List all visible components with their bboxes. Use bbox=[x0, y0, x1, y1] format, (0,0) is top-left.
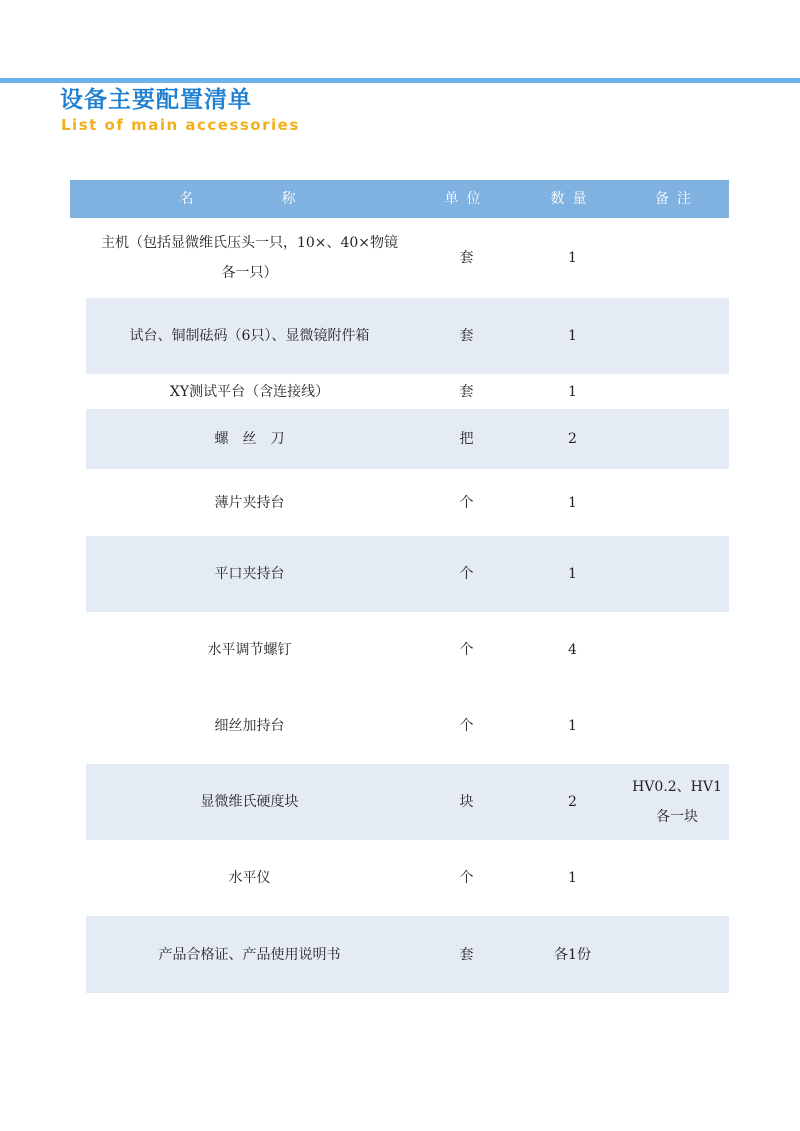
cell-unit: 个 bbox=[459, 718, 474, 734]
cell-name: XY测试平台（含连接线） bbox=[169, 383, 330, 400]
cell-unit: 个 bbox=[459, 870, 474, 886]
cell-note bbox=[625, 916, 729, 993]
cell-name: 试台、铜制砝码（6只）、显微镜附件箱 bbox=[129, 328, 370, 344]
table-row bbox=[86, 298, 729, 374]
cell-qty: 1 bbox=[568, 870, 577, 886]
table-row bbox=[86, 916, 729, 993]
cell-qty: 1 bbox=[568, 383, 577, 400]
cell-unit: 套 bbox=[459, 250, 474, 266]
table-header bbox=[70, 180, 729, 218]
cell-name: 水平仪 bbox=[228, 870, 271, 886]
cell-unit: 个 bbox=[459, 566, 474, 582]
cell-unit: 个 bbox=[459, 494, 474, 511]
column-header-name-b: 称 bbox=[281, 191, 304, 207]
cell-qty: 2 bbox=[568, 794, 577, 810]
cell-name: 细丝加持台 bbox=[214, 718, 285, 734]
cell-qty: 1 bbox=[568, 566, 577, 582]
cell-name: 平口夹持台 bbox=[214, 566, 285, 582]
cell-qty: 1 bbox=[568, 494, 577, 511]
cell-unit: 把 bbox=[459, 431, 474, 447]
cell-qty: 4 bbox=[568, 642, 577, 658]
column-header-name-a: 名 bbox=[179, 191, 202, 207]
cell-name: 螺 丝 刀 bbox=[214, 431, 285, 447]
cell-note bbox=[625, 298, 729, 374]
cell-qty: 1 bbox=[568, 718, 577, 734]
column-header-qty: 数量 bbox=[550, 191, 595, 207]
accessories-table bbox=[70, 180, 729, 993]
cell-qty: 1 bbox=[568, 328, 577, 344]
table-row bbox=[86, 409, 729, 469]
cell-qty: 1 bbox=[568, 250, 577, 266]
cell-name: 产品合格证、产品使用说明书 bbox=[158, 946, 341, 963]
cell-note bbox=[625, 536, 729, 612]
table-row bbox=[86, 612, 729, 688]
page-title: 设备主要配置清单 bbox=[60, 87, 252, 113]
cell-name: 显微维氏硬度块 bbox=[200, 794, 299, 810]
cell-note bbox=[625, 409, 729, 469]
column-header-note: 备注 bbox=[655, 191, 699, 207]
cell-name: 主机（包括显微维氏压头一只，10×、40×物镜各一只） bbox=[100, 235, 399, 281]
column-header-unit: 单位 bbox=[444, 191, 489, 207]
cell-note bbox=[625, 612, 729, 688]
table-row bbox=[86, 469, 729, 536]
cell-note bbox=[625, 469, 729, 536]
table-row bbox=[86, 218, 729, 298]
table-row bbox=[86, 688, 729, 764]
table-row bbox=[86, 840, 729, 916]
table-row bbox=[86, 374, 729, 409]
cell-unit: 套 bbox=[459, 946, 474, 963]
table-row bbox=[86, 536, 729, 612]
cell-note bbox=[625, 840, 729, 916]
cell-qty: 各1份 bbox=[554, 946, 591, 963]
cell-unit: 套 bbox=[459, 328, 474, 344]
column-header-name bbox=[70, 180, 413, 218]
cell-name: 薄片夹持台 bbox=[214, 494, 285, 511]
cell-qty: 2 bbox=[568, 431, 577, 447]
cell-note bbox=[625, 218, 729, 298]
page-subtitle: List of main accessories bbox=[61, 116, 300, 134]
cell-unit: 个 bbox=[459, 642, 474, 658]
cell-note bbox=[625, 688, 729, 764]
cell-unit: 块 bbox=[459, 794, 474, 810]
cell-unit: 套 bbox=[459, 383, 474, 400]
table-row bbox=[86, 764, 729, 840]
cell-note: HV0.2、HV1各一块 bbox=[632, 779, 722, 825]
cell-name: 水平调节螺钉 bbox=[207, 642, 292, 658]
cell-note bbox=[625, 374, 729, 409]
